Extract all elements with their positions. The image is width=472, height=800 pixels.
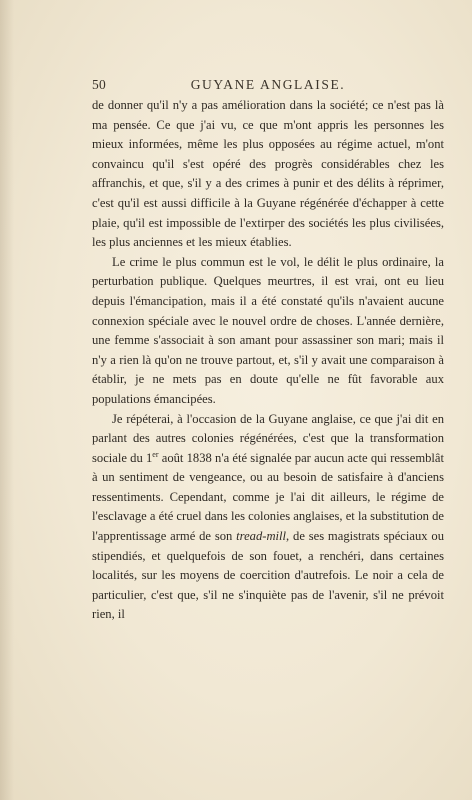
body-text <box>92 96 444 625</box>
paragraph-1: de donner qu'il n'y a pas amélioration dans la société; ce n'est pas là ma pensée. Ce que j'ai vu, ce que m'ont appris les personnes les mieux informées, même les plus opposées au régime actuel, m'ont convaincu qu'il s'est opéré des progrès considérables chez les affranchis, et que, s'il y a des crimes à punir et des délits à réprimer, c'est qu'il est aussi difficile à la Guyane régénérée d'échapper à cette plaie, qu'il est impossible de l'extirper des sociétés les plus civilisées, les plus anciennes et les mieux établies. <box>92 98 444 250</box>
page-number: 50 <box>92 77 107 92</box>
page-header <box>92 77 444 97</box>
paragraph-3-text-b: août 1838 n'a été signalée par aucun acte qui ressemblât à un sentiment de vengeance, ou au besoin de satisfaire à d'anciens ressentiments. Cependant, comme je l'ai dit ailleurs, le régime de l'esclavage a été cruel dans les colonies anglaises, et la substitution de l'apprentissage armé de son <box>92 450 444 544</box>
running-title: GUYANE ANGLAISE. <box>190 77 346 92</box>
ordinal-superscript: er <box>152 449 159 459</box>
paragraph-2: Le crime le plus commun est le vol, le délit le plus ordinaire, la perturbation publique. Quelques meurtres, il est vrai, ont eu lieu depuis l'émancipation, mais il a été constaté qu'ils n'avaient aucune connexion spéciale avec le nouvel ordre de choses. L'année dernière, une femme s'associait à son amant pour assassiner son mari; mais il n'y a rien là qu'on ne trouve partout, et, s'il y avait une comparaison à établir, je ne mets pas en doute qu'elle ne fût favorable aux populations émancipées. <box>92 254 444 406</box>
paragraph-3-text-c: , de ses magistrats spéciaux ou stipendiés, et quelquefois de son fouet, a renchéri, dans certaines localités, sur les moyens de coercition d'autrefois. Le noir a cela de particulier, c'est que, s'il ne s'inquiète pas de l'avenir, s'il ne prévoit rien, il <box>92 529 444 622</box>
italic-term: tread-mill <box>236 529 287 544</box>
page-gutter-shadow <box>0 0 14 800</box>
paragraph-3-text-a: Je répéterai, à l'occasion de la Guyane anglaise, ce que j'ai dit en parlant des autres colonies régénérées, c'est que la transformation sociale du 1 <box>92 411 444 465</box>
paragraph-3 <box>92 410 444 626</box>
